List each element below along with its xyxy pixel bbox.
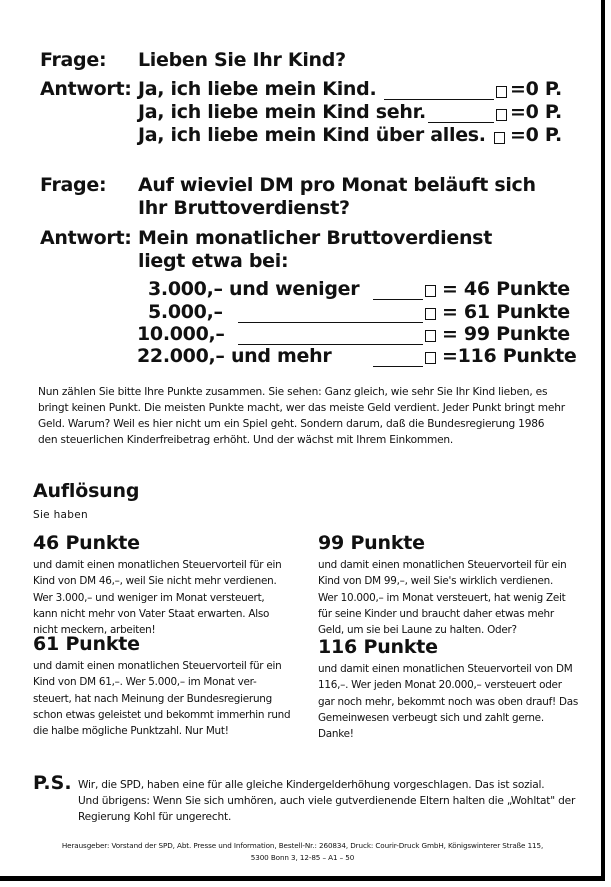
q1-answer-2-points: =0 P. [510, 101, 562, 123]
q1-frage-text: Lieben Sie Ihr Kind? [138, 49, 346, 71]
result-line: 116,–. Wer jeden Monat 20.000,– versteuert oder [318, 679, 562, 692]
result-line: Kind von DM 61,–. Wer 5.000,– im Monat ver- [33, 676, 257, 689]
q2-answer-2-checkbox[interactable] [425, 308, 436, 320]
q1-frage-label: Frage: [40, 49, 107, 71]
result-line: und damit einen monatlichen Steuervorteil von DM [318, 663, 573, 675]
result-line: Danke! [318, 728, 354, 741]
q1-answer-3: Ja, ich liebe mein Kind über alles. [138, 124, 486, 146]
q1-answer-2-checkbox[interactable] [496, 109, 507, 121]
q2-answer-2: 5.000,– [148, 301, 223, 323]
result-line: und damit einen monatlichen Steuervorteil für ein [33, 660, 282, 672]
explanation-line: Geld. Warum? Weil es hier nicht um ein Spiel geht. Sondern darum, daß die Bundesregierung 1986 [38, 418, 545, 430]
result-61-text [33, 658, 301, 739]
result-line: schon etwas geleistet und bekommt immerhin rund [33, 708, 291, 721]
q1-answer-1-points: =0 P. [510, 78, 562, 100]
result-line: kann nicht mehr von Vater Staat erwarten. Also [33, 607, 270, 620]
q2-answer-1: 3.000,– und weniger [148, 278, 360, 300]
explanation-line: den steuerlichen Kinderfreibetrag erhöht. Und der wächst mit Ihrem Einkommen. [38, 434, 454, 446]
result-line: die halbe mögliche Punktzahl. Nur Mut! [33, 725, 229, 738]
q2-frage-label: Frage: [40, 174, 107, 196]
q2-answer-4-points: =116 Punkte [442, 345, 577, 367]
result-line: Geld, um sie bei Laune zu halten. Oder? [318, 624, 517, 637]
result-46-text [33, 557, 301, 638]
q2-frage-line2: Ihr Bruttoverdienst? [138, 197, 350, 219]
q2-answer-1-points: = 46 Punkte [442, 278, 570, 300]
q2-antwort-label: Antwort: [40, 227, 132, 249]
q2-antwort-line1: Mein monatlicher Bruttoverdienst [138, 227, 492, 249]
q1-answer-3-points: =0 P. [510, 124, 562, 146]
result-line: nicht meckern, arbeiten! [33, 624, 156, 637]
footer-address: 5300 Bonn 3, 12-85 – A1 – 50 [250, 853, 355, 862]
q1-answer-2-line [428, 122, 494, 123]
aufloesung-subtitle: Sie haben [33, 509, 88, 521]
result-61-heading: 61 Punkte [33, 633, 140, 655]
q1-antwort-label: Antwort: [40, 78, 132, 100]
result-46-heading: 46 Punkte [33, 532, 140, 554]
q2-answer-4-line [373, 366, 423, 367]
result-line: Kind von DM 99,–, weil Sie's wirklich verdienen. [318, 575, 554, 588]
ps-line: Regierung Kohl für ungerecht. [78, 811, 232, 823]
q2-answer-1-line [373, 299, 423, 300]
explanation-line: Nun zählen Sie bitte Ihre Punkte zusammen. Sie sehen: Ganz gleich, wie sehr Sie Ihr Kind lieben, es [38, 386, 548, 398]
result-99-text [318, 557, 586, 638]
q2-antwort-line2: liegt etwa bei: [138, 250, 289, 272]
explanation-line: bringt keinen Punkt. Die meisten Punkte macht, wer das meiste Geld verdient. Jeder Punkt bringt mehr [38, 402, 565, 414]
result-line: für seine Kinder und braucht daher etwas mehr [318, 607, 554, 620]
aufloesung-title: Auflösung [33, 480, 140, 502]
q2-answer-3-checkbox[interactable] [425, 330, 436, 342]
result-line: Wer 3.000,– und weniger im Monat versteuert, [33, 591, 265, 604]
q2-answer-4-checkbox[interactable] [425, 352, 436, 364]
ps-label: P.S. [33, 772, 72, 794]
q2-answer-2-line [238, 322, 423, 323]
q1-answer-1-line [384, 99, 494, 100]
q2-answer-4: 22.000,– und mehr [137, 345, 332, 367]
result-line: Kind von DM 46,–, weil Sie nicht mehr verdienen. [33, 575, 277, 588]
result-line: gar noch mehr, bekommt noch was oben drauf! Das [318, 695, 579, 708]
footer-publisher: Herausgeber: Vorstand der SPD, Abt. Presse und Information, Bestell-Nr.: 260834, Druck: Courir-Druck GmbH, Königswinterer Straße 115, [61, 841, 544, 850]
result-116-text [318, 661, 586, 742]
result-line: und damit einen monatlichen Steuervorteil für ein [318, 559, 567, 571]
q2-answer-3: 10.000,– [137, 323, 225, 345]
result-line: Gemeinwesen verbeugt sich und zahlt gerne. [318, 711, 544, 724]
q1-answer-3-checkbox[interactable] [494, 132, 505, 144]
q2-answer-1-checkbox[interactable] [425, 285, 436, 297]
ps-line: Wir, die SPD, haben eine für alle gleiche Kindergelderhöhung vorgeschlagen. Das ist sozial. [78, 779, 545, 791]
result-99-heading: 99 Punkte [318, 532, 425, 554]
q1-answer-2: Ja, ich liebe mein Kind sehr. [138, 101, 426, 123]
result-line: und damit einen monatlichen Steuervorteil für ein [33, 559, 282, 571]
ps-line: Und übrigens: Wenn Sie sich umhören, auch viele gutverdienende Eltern halten die „Wohltat" der [78, 795, 576, 807]
q2-answer-3-points: = 99 Punkte [442, 323, 570, 345]
result-116-heading: 116 Punkte [318, 636, 438, 658]
q2-answer-2-points: = 61 Punkte [442, 301, 570, 323]
q1-answer-1: Ja, ich liebe mein Kind. [138, 78, 377, 100]
result-line: Wer 10.000,– im Monat versteuert, hat wenig Zeit [318, 591, 566, 604]
result-line: steuert, hat nach Meinung der Bundesregierung [33, 692, 272, 705]
q1-answer-1-checkbox[interactable] [496, 86, 507, 98]
q2-frage-line1: Auf wieviel DM pro Monat beläuft sich [138, 174, 536, 196]
